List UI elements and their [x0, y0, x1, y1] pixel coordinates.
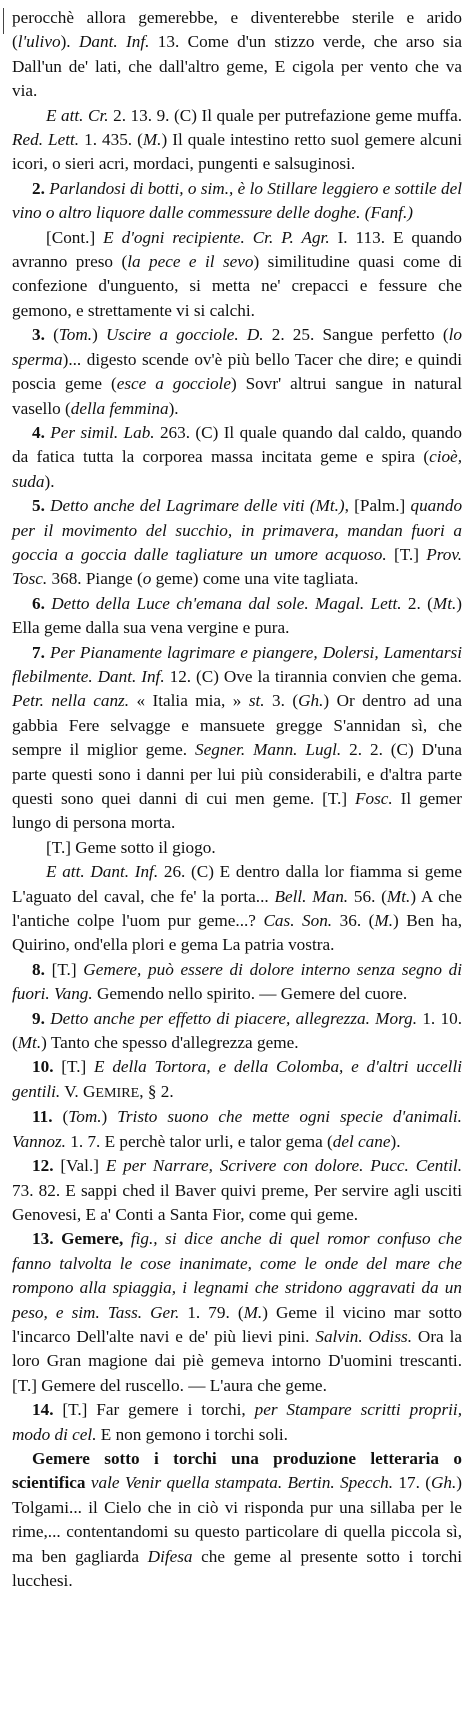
sense-9: 9. Detto anche per effetto di piacere, allegrezza. Morg. 1. 10. (Mt.) Tanto che spesso d'allegrezza geme. [12, 1008, 463, 1053]
paragraph-continuation: perocchè allora gemerebbe, e diventerebbe sterile e arido (l'ulivo). Dant. Inf. 13. Come d'un stizzo verde, che arso sia Dall'un de' lati, che dall'altro geme, E cigola per vento che va via. [12, 8, 462, 101]
column-rule [3, 8, 4, 34]
sense-3: 3. (Tom.) Uscire a gocciole. D. 2. 25. Sangue perfetto (lo sperma)... digesto scende ov'è più bello Tacer che dire; e quindi poscia geme (esce a gocciole) Sovr' altrui sangue in natural vasello (della femmina). [12, 325, 462, 418]
sense-4: 4. Per simil. Lab. 263. (C) Il quale quando dal caldo, quando da fatica tutta la corporea massa incitata geme e spira (cioè, suda). [12, 422, 462, 491]
sense-8: 8. [T.] Gemere, può essere di dolore interno senza segno di fuori. Vang. Gemendo nello spirito. — Gemere del cuore. [12, 959, 462, 1004]
sense-11: 11. (Tom.) Tristo suono che mette ogni specie d'animali. Vannoz. 1. 7. E perchè talor urli, e talor gema (del cane). [12, 1107, 462, 1151]
sense-12: 12. [Val.] E per Narrare, Scrivere con dolore. Pucc. Centil. 73. 82. E sappi ched il Baver quivi preme, Per servire agli usciti Genovesi, E a' Conti a Santa Fior, come qui geme. [12, 1156, 462, 1224]
sense-14: 14. [T.] Far gemere i torchi, per Stampare scritti proprii, modo di cel. E non gemono i torchi soli. [12, 1400, 462, 1444]
sense-13: 13. Gemere, fig., si dice anche di quel romor confuso che fanno talvolta le cose inanimate, come le onde del mare che rompono alla spiaggia, i legnami che stridono aggravati da un peso, e sim. Tass. Ger. 1. 79. (M.) Geme il vicino mar sotto l'incarco Dell'alte navi e de' più lievi pini. Salvin. Odiss. Ora la loro Gran magione dai piè gemeva intorno D'uomini trescanti. [T.] Gemere del ruscello. — L'aura che geme. [12, 1229, 463, 1395]
paragraph-att: E att. Cr. 2. 13. 9. (C) Il quale per putrefazione geme muffa. Red. Lett. 1. 435. (M.) Il quale intestino retto suol gemere alcuni icori, o sieri acri, mordaci, pungenti e salsuginosi. [12, 105, 462, 174]
sense-14-torchi: Gemere sotto i torchi una produzione letteraria o scientifica vale Venir quella stampata. Bertin. Specch. 17. (Gh.) Tolgami... il Cielo che in ciò vi risponda pur una sillaba per le rime,... contentandomi su questo particolare di quella piccola sì, ma ben gagliarda Difesa che geme al presente sotto i torchi lucchesi. [12, 1448, 463, 1590]
sense-7-att: E att. Dant. Inf. 26. (C) E dentro dalla lor fiamma si geme L'aguato del caval, che fe' la porta... Bell. Man. 56. (Mt.) A che l'antiche colpe l'uom pur geme...? Cas. Son. 36. (M.) Ben ha, Quirino, ond'ella plori e gema La patria vostra. [12, 862, 463, 955]
sense-7-giogo: [T.] Geme sotto il giogo. [46, 837, 216, 857]
sense-10: 10. [T.] E della Tortora, e della Colomba, e d'altri uccelli gentili. V. GEMIRE, § 2. [12, 1057, 463, 1101]
sense-7: 7. Per Pianamente lagrimare e piangere, Dolersi, Lamentarsi flebilmente. Dant. Inf. 12. (C) Ove la tirannia convien che gema. Petr. nella canz. « Italia mia, » st. 3. (Gh.) Or dentro ad una gabbia Fere selvagge e mansuete gregge S'annidan sì, che sempre il miglior geme. Segner. Mann. Lugl. 2. 2. (C) D'una parte questi sono i danni per lui più considerabili, e d'altra parte questi sono quei danni di cui men geme. [T.] Fosc. Il gemer lungo di persona morta. [12, 642, 462, 833]
sense-5: 5. Detto anche del Lagrimare delle viti (Mt.), [Palm.] quando per il movimento del succhio, in primavera, mandan fuori a goccia a goccia dalle tagliature un umore acquoso. [T.] Prov. Tosc. 368. Piange (o geme) come una vite tagliata. [12, 496, 463, 589]
sense-6: 6. Detto della Luce ch'emana dal sole. Magal. Lett. 2. (Mt.) Ella geme dalla sua vena vergine e pura. [12, 593, 462, 638]
dictionary-entry-text [12, 6, 462, 1593]
sense-2-cont: [Cont.] E d'ogni recipiente. Cr. P. Agr. I. 113. E quando avranno preso (la pece e il sevo) similitudine quasi come di confezione d'unguento, si metta ne' crepacci e fessure che gemono, e strettamente vi si calchi. [12, 227, 463, 320]
sense-2: 2. Parlandosi di botti, o sim., è lo Stillare leggiero e sottile del vino o altro liquore dalle commessure delle doghe. (Fanf.) [12, 178, 462, 223]
